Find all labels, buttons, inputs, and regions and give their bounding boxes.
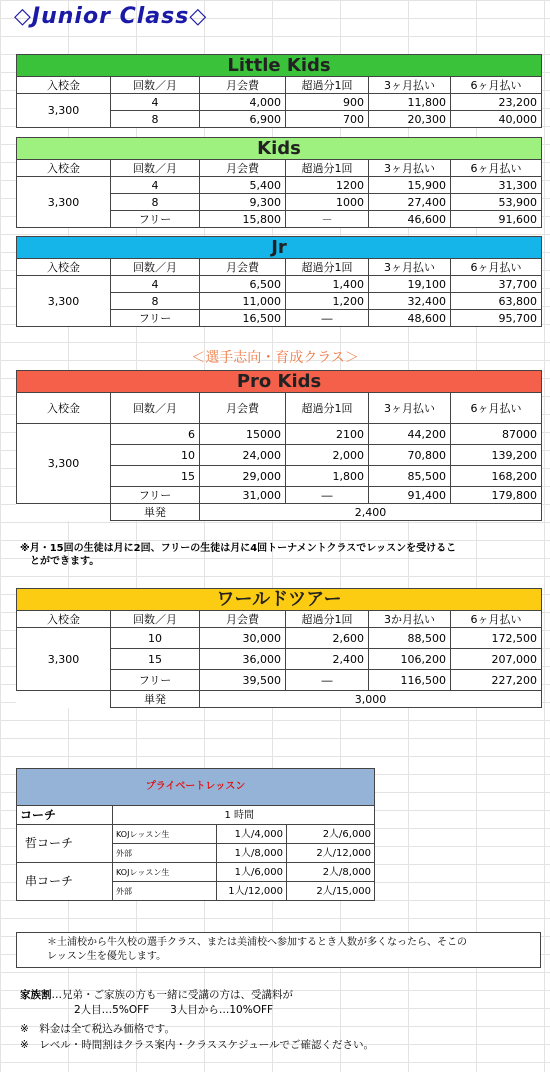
table-cell: フリー [111, 487, 200, 504]
col-header: 回数／月 [111, 393, 200, 424]
table-cell: 16,500 [200, 310, 286, 327]
table-cell: 31,000 [200, 487, 286, 504]
table-cell: 2,600 [286, 628, 369, 649]
table-cell: 6 [111, 424, 200, 445]
col-header: 回数／月 [111, 160, 200, 177]
col-header: 月会費 [200, 160, 286, 177]
table-cell: 172,500 [451, 628, 542, 649]
table-cell: フリー [111, 211, 200, 228]
family-discount-text: …兄弟・ご家族の方も一緒に受講の方は、受講料が [51, 989, 293, 1001]
table-cell: 10 [111, 445, 200, 466]
table-cell: 168,200 [451, 466, 542, 487]
table-cell: 37,700 [451, 276, 542, 293]
table-cell: ― [286, 670, 369, 691]
table-cell: 2人/12,000 [287, 844, 375, 863]
table-cell: 1,400 [286, 276, 369, 293]
table-cell: 91,600 [451, 211, 542, 228]
table-cell: 63,800 [451, 293, 542, 310]
table-cell: 32,400 [369, 293, 451, 310]
table-cell: 207,000 [451, 649, 542, 670]
col-header: 入校金 [17, 611, 111, 628]
pro-kids-heading: Pro Kids [17, 371, 542, 393]
table-cell: 48,600 [369, 310, 451, 327]
table-cell: 53,900 [451, 194, 542, 211]
col-header: 3か月払い [369, 611, 451, 628]
elite-class-subheading: ＜選手志向・育成クラス＞ [191, 350, 359, 366]
student-type: KOJレッスン生 [113, 825, 217, 844]
col-header: 3ヶ月払い [369, 259, 451, 276]
table-cell: 8 [111, 194, 200, 211]
col-header: 超過分1回 [286, 259, 369, 276]
jr-table [16, 236, 542, 327]
table-cell: 85,500 [369, 466, 451, 487]
coach-header: コーチ [17, 806, 113, 825]
table-cell: 10 [111, 628, 200, 649]
table-cell: ― [286, 310, 369, 327]
col-header: 6ヶ月払い [451, 259, 542, 276]
table-cell: － [286, 211, 369, 228]
col-header: 3ヶ月払い [369, 77, 451, 94]
col-header: 回数／月 [111, 259, 200, 276]
schedule-note: ※ レベル・時間割はクラス案内・クラススケジュールでご確認ください。 [20, 1039, 375, 1051]
col-header: 月会費 [200, 77, 286, 94]
table-cell: フリー [111, 670, 200, 691]
col-header: 回数／月 [111, 611, 200, 628]
col-header: 6ヶ月払い [451, 611, 542, 628]
enrollment-fee: 3,300 [17, 94, 111, 128]
kids-table [16, 137, 542, 228]
table-cell: 116,500 [369, 670, 451, 691]
col-header: 超過分1回 [286, 611, 369, 628]
table-cell: ― [286, 487, 369, 504]
table-cell: 27,400 [369, 194, 451, 211]
private-lesson-heading: プライベートレッスン [17, 769, 375, 806]
table-cell: 39,500 [200, 670, 286, 691]
enrollment-fee: 3,300 [17, 424, 111, 504]
table-cell: 179,800 [451, 487, 542, 504]
world-tour-heading: ワールドツアー [17, 589, 542, 611]
col-header: 月会費 [200, 611, 286, 628]
table-cell: 139,200 [451, 445, 542, 466]
single-lesson-label: 単発 [111, 691, 200, 708]
table-cell: 36,000 [200, 649, 286, 670]
table-cell: 2人/8,000 [287, 863, 375, 882]
table-cell: 1000 [286, 194, 369, 211]
little-kids-heading: Little Kids [17, 55, 542, 77]
table-cell: 20,300 [369, 111, 451, 128]
col-header: 3ヶ月払い [369, 160, 451, 177]
col-header: 3ヶ月払い [369, 393, 451, 424]
table-cell: 1,200 [286, 293, 369, 310]
col-header: 6ヶ月払い [451, 77, 542, 94]
table-cell: フリー [111, 310, 200, 327]
single-lesson-price: 2,400 [200, 504, 542, 521]
table-cell: 2人/6,000 [287, 825, 375, 844]
col-header: 入校金 [17, 160, 111, 177]
table-cell: 6,900 [200, 111, 286, 128]
table-cell: 46,600 [369, 211, 451, 228]
table-cell: 1,800 [286, 466, 369, 487]
enrollment-fee: 3,300 [17, 276, 111, 327]
private-lesson-table [16, 768, 375, 901]
table-cell: 19,100 [369, 276, 451, 293]
table-cell: 4,000 [200, 94, 286, 111]
enrollment-fee: 3,300 [17, 628, 111, 691]
student-type: 外部 [113, 844, 217, 863]
table-cell: 2,400 [286, 649, 369, 670]
table-cell: 227,200 [451, 670, 542, 691]
col-header: 入校金 [17, 77, 111, 94]
col-header: 超過分1回 [286, 77, 369, 94]
table-cell: 1人/12,000 [217, 882, 287, 901]
table-cell: 40,000 [451, 111, 542, 128]
table-cell: 106,200 [369, 649, 451, 670]
table-cell: 2人/15,000 [287, 882, 375, 901]
table-cell: 9,300 [200, 194, 286, 211]
table-cell: 1人/4,000 [217, 825, 287, 844]
table-cell: 2100 [286, 424, 369, 445]
table-cell: 31,300 [451, 177, 542, 194]
col-header: 超過分1回 [286, 393, 369, 424]
table-cell: 30,000 [200, 628, 286, 649]
col-header: 6ヶ月払い [451, 160, 542, 177]
kids-heading: Kids [17, 138, 542, 160]
tax-note: ※ 料金は全て税込み価格です。 [20, 1023, 175, 1035]
coach-name: 串コーチ [17, 863, 113, 901]
jr-heading: Jr [17, 237, 542, 259]
table-cell: 29,000 [200, 466, 286, 487]
table-cell: 11,000 [200, 293, 286, 310]
table-cell: 15,800 [200, 211, 286, 228]
col-header: 月会費 [200, 259, 286, 276]
table-cell: 70,800 [369, 445, 451, 466]
table-cell: 2,000 [286, 445, 369, 466]
table-cell: 91,400 [369, 487, 451, 504]
table-cell: 23,200 [451, 94, 542, 111]
table-cell: 4 [111, 177, 200, 194]
priority-note: ＊土浦校から牛久校の選手クラス、または美浦校へ参加するとき人数が多くなったら、そこの レッスン生を優先します。 [16, 932, 541, 968]
family-discount-rates: 2人目…5%OFF 3人目から…10%OFF [74, 1004, 274, 1016]
page-title: ◇Junior Class◇ [14, 4, 208, 29]
table-cell: 4 [111, 276, 200, 293]
table-cell: 15000 [200, 424, 286, 445]
pro-kids-table [16, 370, 542, 521]
student-type: 外部 [113, 882, 217, 901]
col-header: 月会費 [200, 393, 286, 424]
table-cell: 6,500 [200, 276, 286, 293]
table-cell: 15 [111, 466, 200, 487]
table-cell: 88,500 [369, 628, 451, 649]
col-header: 6ヶ月払い [451, 393, 542, 424]
table-cell: 15,900 [369, 177, 451, 194]
table-cell: 1200 [286, 177, 369, 194]
table-cell: 95,700 [451, 310, 542, 327]
family-discount-line [20, 988, 293, 1002]
pro-kids-note: ※月・15回の生徒は月に2回、フリーの生徒は月に4回トーナメントクラスでレッスンを受けるこ とができます。 [20, 543, 457, 567]
little-kids-table [16, 54, 542, 128]
student-type: KOJレッスン生 [113, 863, 217, 882]
single-lesson-label: 単発 [111, 504, 200, 521]
table-cell: 87000 [451, 424, 542, 445]
table-cell: 1人/6,000 [217, 863, 287, 882]
duration-header: 1 時間 [217, 806, 375, 825]
table-cell: 5,400 [200, 177, 286, 194]
world-tour-table [16, 588, 542, 708]
coach-name: 哲コーチ [17, 825, 113, 863]
table-cell: 4 [111, 94, 200, 111]
table-cell: 900 [286, 94, 369, 111]
single-lesson-price: 3,000 [200, 691, 542, 708]
table-cell: 44,200 [369, 424, 451, 445]
col-header: 入校金 [17, 393, 111, 424]
col-header: 入校金 [17, 259, 111, 276]
enrollment-fee: 3,300 [17, 177, 111, 228]
col-header: 超過分1回 [286, 160, 369, 177]
table-cell: 24,000 [200, 445, 286, 466]
table-cell: 1人/8,000 [217, 844, 287, 863]
col-header: 回数／月 [111, 77, 200, 94]
family-discount-label: 家族割 [20, 989, 52, 1001]
table-cell: 700 [286, 111, 369, 128]
table-cell: 8 [111, 293, 200, 310]
table-cell: 11,800 [369, 94, 451, 111]
table-cell: 8 [111, 111, 200, 128]
table-cell: 15 [111, 649, 200, 670]
